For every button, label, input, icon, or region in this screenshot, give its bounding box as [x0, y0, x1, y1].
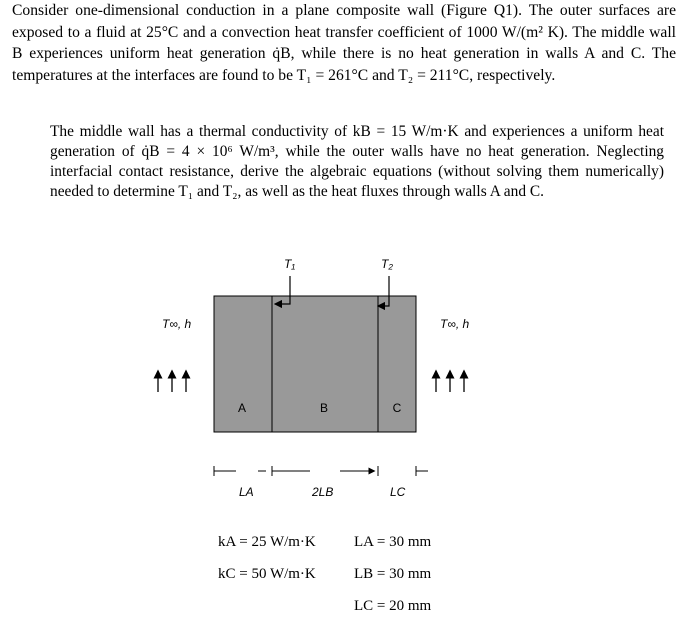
t2-label: T₂ [381, 257, 393, 271]
length-b-label: 2LB [312, 485, 334, 499]
wall-b-label: B [319, 401, 329, 415]
lc-value: LC = 20 mm [354, 598, 432, 614]
length-a-label: LA [239, 485, 254, 499]
right-flow-arrows [436, 374, 464, 392]
question-text: The middle wall has a thermal conductivity of kB = 15 W/m·K and experiences a uniform heat generation of q̇B = 4 × 10⁶ W/m³, while the outer walls have no heat generation. Neglecting interfacial contact resistance, derive the algebraic equations (without solving them numerically) needed to determine T₁ and T₂, as well as the heat fluxes through walls A and C. [50, 123, 664, 200]
la-value: LA = 30 mm [354, 534, 432, 550]
left-fluid-label: T∞, h [162, 317, 192, 331]
dimension-lines [214, 466, 428, 476]
lb-value: LB = 30 mm [354, 566, 432, 582]
wall-a-label: A [237, 401, 247, 415]
left-flow-arrows [158, 374, 186, 392]
wall-c-label: C [392, 401, 402, 415]
ka-value: kA = 25 W/m·K [218, 534, 316, 550]
length-c-label: LC [390, 485, 406, 499]
problem-statement: Consider one-dimensional conduction in a plane composite wall (Figure Q1). The outer surfaces are exposed to a fluid at 25°C and a convection heat transfer coefficient of 1000 W/(m² K). The middle wall B experiences uniform heat generation q̇B, while there is no heat generation in walls A and C. The temperatures at the interfaces are found to be T₁ = 261°C and T₂ = 211°C, respectively. [12, 2, 676, 84]
right-fluid-label: T∞, h [440, 317, 470, 331]
t1-label: T₁ [284, 257, 296, 271]
kc-value: kC = 50 W/m·K [218, 566, 316, 582]
